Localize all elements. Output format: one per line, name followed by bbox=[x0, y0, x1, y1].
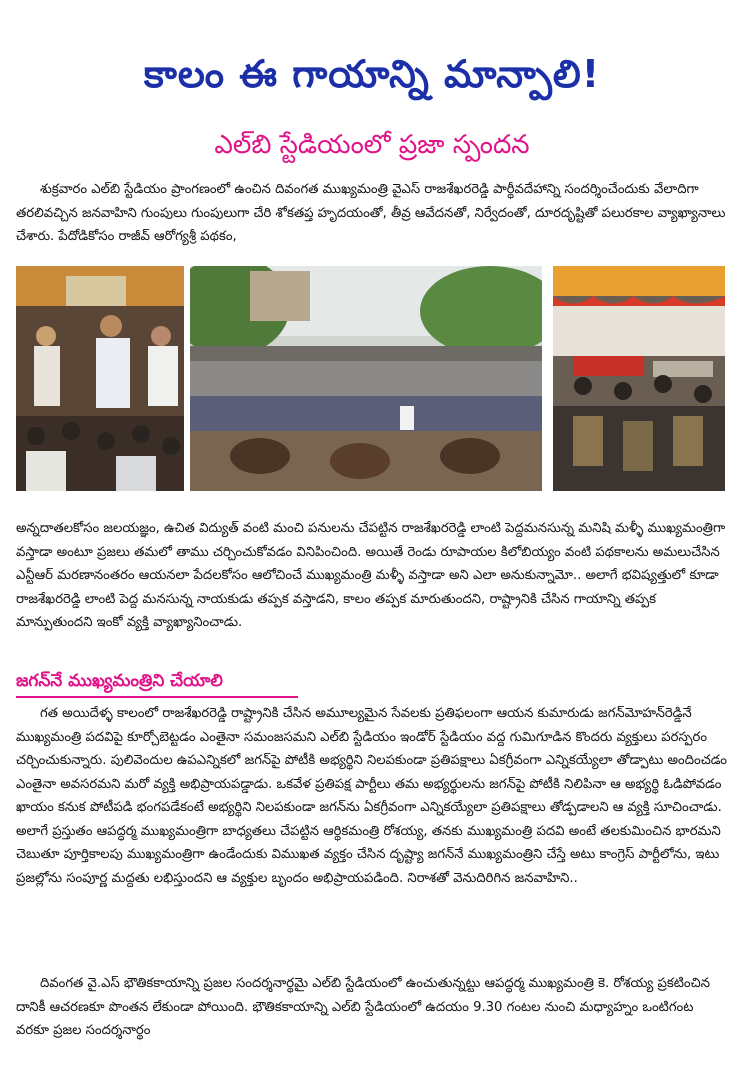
photo-crowd-procession bbox=[190, 266, 542, 491]
headline: కాలం ఈ గాయాన్ని మాన్పాలి! bbox=[143, 52, 601, 96]
continuation-paragraph: అన్నదాతలకోసం జలయజ్ఞం, ఉచిత విద్యుత్ వంటి మంచి పనులను చేపట్టిన రాజశేఖరరెడ్డి లాంటి పెద్దమనసున్న మనిషి మళ్ళీ ముఖ్యమంత్రిగా వస్తాడా అంటూ ప్రజలు తమలో తాము చర్చించుకోవడం వినిపించింది. అయితే రెండు రూపాయల కిలోబియ్యం వంటి పథకాలను అమలుచేసిన ఎన్టీఆర్ మరణానంతరం ఆయనలా పేదలకోసం ఆలోచించే ముఖ్యమంత్రి మళ్ళీ వస్తాడా అని ఎలా అనుకున్నామో.. అలాగే భవిష్యత్తులో కూడా రాజశేఖరరెడ్డి లాంటి పెద్ద మనసున్న నాయకుడు తప్పక వస్తాడని, కాలం తప్పక మారుతుందని, రాష్ట్రానికి చేసిన గాయాన్ని తప్పక మాన్పుతుందని ఇంకో వ్యక్తి వ్యాఖ్యానించాడు. bbox=[16, 521, 726, 630]
intro-paragraph: శుక్రవారం ఎల్‌బి స్టేడియం ప్రాంగణంలో ఉంచిన దివంగత ముఖ్యమంత్రి వైఎస్ రాజశేఖరరెడ్డి పార్థీవదేహాన్ని సందర్శించేందుకు వేలాదిగా తరలివచ్చిన జనవాహిని గుంపులు గుంపులుగా చేరి శోకతప్త హృదయంతో, తీవ్ర ఆవేదనతో, నిర్వేదంతో, దూరదృష్టితో పలురకాల వ్యాఖ్యానాలు చేశారు. పేదోడికోసం రాజీవ్ ఆరోగ్యశ్రీ పథకం, bbox=[16, 182, 726, 244]
section-heading: జగన్‌నే ముఖ్యమంత్రిని చేయాలి bbox=[16, 671, 223, 691]
photo-leader-greeting-crowd bbox=[16, 266, 184, 491]
subheadline: ఎల్‌బి స్టేడియంలో ప్రజా స్పందన bbox=[214, 130, 530, 160]
closing-paragraph: దివంగత వై.ఎస్ భౌతికకాయాన్ని ప్రజల సందర్శనార్థమై ఎల్‌బి స్టేడియంలో ఉంచుతున్నట్టు ఆపద్ధర్మ ముఖ్యమంత్రి కె. రోశయ్య ప్రకటించిన దానికీ ఆచరణకూ పొంతన లేకుండా పోయింది. భౌతికకాయాన్ని ఎల్‌బి స్టేడియంలో ఉదయం 9.30 గంటల నుంచి మధ్యాహ్నం ఒంటిగంట వరకూ ప్రజల సందర్శనార్థం bbox=[16, 976, 710, 1038]
section-body-paragraph: గత అయిదేళ్ళ కాలంలో రాజశేఖరరెడ్డి రాష్ట్రానికి చేసిన అమూల్యమైన సేవలకు ప్రతిఫలంగా ఆయన కుమారుడు జగన్‌మోహన్‌రెడ్డినే ముఖ్యమంత్రి పదవిపై కూర్చోబెట్టడం ఎంతైనా సమంజసమని ఎల్‌బి స్టేడియం ఇండోర్ స్టేడియం వద్ద గుమిగూడిన కొందరు వ్యక్తులు పరస్పరం చర్చించుకున్నారు. పులివెందుల ఉపఎన్నికలో జగన్‌పై పోటీకి అభ్యర్థిని నిలపకుండా ప్రతిపక్షాలు ఏకగ్రీవంగా ఎన్నికయ్యేలా తోడ్పాటు అందించడం ఎంతైనా అవసరమని మరో వ్యక్తి అభిప్రాయపడ్డాడు. ఒకవేళ ప్రతిపక్ష పార్టీలు తమ అభ్యర్థులను జగన్‌పై పోటీకి నిలిపినా ఆ అభ్యర్థి ఓడిపోవడం ఖాయం కనుక పోటీపడి భంగపడేకంటే అభ్యర్థిని నిలపకుండా జగన్‌ను ఏకగ్రీవంగా ఎన్నికయ్యేలా ప్రతిపక్షాలు తోడ్పడాలని ఆ వ్యక్తి సూచించాడు. అలాగే ప్రస్తుతం ఆపద్ధర్మ ముఖ్యమంత్రిగా బాధ్యతలు చేపట్టిన ఆర్థికమంత్రి రోశయ్య, తనకు ముఖ్యమంత్రి పదవి అంటే తలకుమించిన భారమని చెబుతూ పూర్తికాలపు ముఖ్యమంత్రిగా ఉండేందుకు విముఖత వ్యక్తం చేసిన దృష్ట్యా జగన్‌నే ముఖ్యమంత్రిని చేస్తే అటు కాంగ్రెస్ పార్టీలోను, ఇటు ప్రజల్లోను సంపూర్ణ మద్దతు లభిస్తుందని ఆ వ్యక్తుల బృందం అభిప్రాయపడింది. నిరాశతో వెనుదిరిగిన జనవాహిని.. bbox=[16, 706, 727, 886]
section-underline bbox=[16, 696, 298, 698]
photo-stadium-stage bbox=[553, 266, 725, 491]
